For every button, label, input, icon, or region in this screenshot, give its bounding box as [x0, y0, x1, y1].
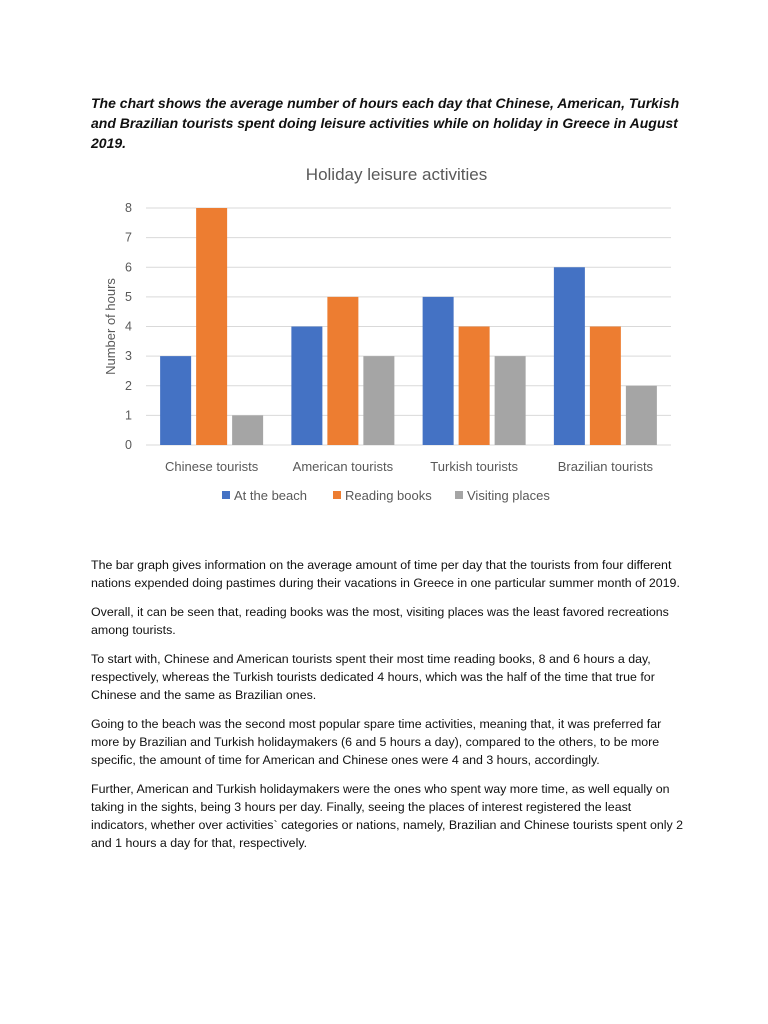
bar-at-the-beach: [554, 267, 585, 445]
x-tick-label: Turkish tourists: [430, 459, 518, 474]
y-tick-label: 7: [125, 230, 132, 245]
y-tick-label: 0: [125, 438, 132, 452]
x-tick-label: Chinese tourists: [165, 459, 259, 474]
bar-reading-books: [327, 297, 358, 445]
y-axis-label: Number of hours: [103, 278, 118, 375]
bar-visiting-places: [232, 415, 263, 445]
essay-paragraph-2: Overall, it can be seen that, reading books was the most, visiting places was the least favored recreations among tourists.: [91, 605, 669, 637]
bar-reading-books: [590, 327, 621, 446]
legend-swatch-at-the-beach: [222, 491, 230, 499]
y-tick-label: 2: [125, 378, 132, 393]
y-tick-label: 6: [125, 260, 132, 275]
bar-reading-books: [196, 208, 227, 445]
y-tick-label: 5: [125, 289, 132, 304]
essay-paragraph-5: Further, American and Turkish holidaymakers were the ones who spent way more time, as well equally on taking in the sights, being 3 hours per day. Finally, seeing the places of interest registered the least indicators, whether over activities` categories or nations, namely, Brazilian and Chinese tourists spent only 2 and 1 hours a day for that, respectively.: [91, 782, 684, 850]
task-prompt: The chart shows the average number of hours each day that Chinese, American, Turkish and Brazilian tourists spent doing leisure activities while on holiday in Greece in August 2019.: [91, 95, 680, 151]
bar-chart: [91, 158, 691, 518]
legend-swatch-reading-books: [333, 491, 341, 499]
y-tick-label: 8: [125, 201, 132, 215]
essay: [91, 556, 691, 863]
bar-visiting-places: [363, 356, 394, 445]
x-tick-label: American tourists: [292, 459, 394, 474]
x-tick-label: Brazilian tourists: [557, 459, 654, 474]
essay-paragraph-1: The bar graph gives information on the average amount of time per day that the tourists from four different nations expended doing pastimes during their vacations in Greece in one particular summer month of 2019.: [91, 558, 680, 590]
y-tick-label: 1: [125, 408, 132, 423]
legend-label: At the beach: [234, 488, 307, 503]
bar-at-the-beach: [423, 297, 454, 445]
y-tick-label: 3: [125, 349, 132, 364]
bar-at-the-beach: [160, 356, 191, 445]
bar-at-the-beach: [291, 327, 322, 446]
y-tick-label: 4: [125, 319, 132, 334]
chart-svg: [91, 158, 691, 518]
bar-reading-books: [459, 327, 490, 446]
legend-swatch-visiting-places: [455, 491, 463, 499]
legend-label: Visiting places: [467, 488, 550, 503]
chart-title: Holiday leisure activities: [305, 165, 488, 184]
essay-paragraph-4: Going to the beach was the second most popular spare time activities, meaning that, it was preferred far more by Brazilian and Turkish holidaymakers (6 and 5 hours a day), compared to the others, to be more specific, the amount of time for American and Chinese ones were 4 and 3 hours, accordingly.: [91, 717, 662, 767]
bar-visiting-places: [495, 356, 526, 445]
essay-paragraph-3: To start with, Chinese and American tourists spent their most time reading books, 8 and 6 hours a day, respectively, whereas the Turkish tourists dedicated 4 hours, which was the half of the time that true for Chinese and the same as Brazilian ones.: [91, 652, 655, 702]
legend-label: Reading books: [345, 488, 432, 503]
bar-visiting-places: [626, 386, 657, 445]
